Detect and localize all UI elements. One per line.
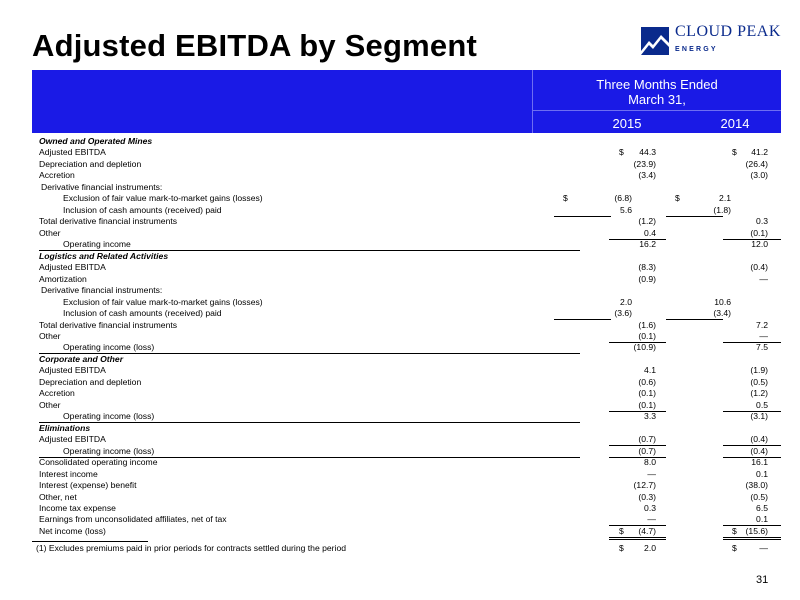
row-label: Amortization	[39, 273, 87, 284]
row-label: Total derivative financial instruments	[39, 319, 178, 330]
footnote-dollar-2014: $	[732, 543, 737, 553]
value-2014: 41.2	[751, 147, 768, 158]
footnote-text: (1) Excludes premiums paid in prior periods for contracts settled during the period	[36, 543, 347, 553]
row-label: Adjusted EBITDA	[39, 434, 106, 445]
row-label: Exclusion of fair value mark-to-market gains (losses)	[63, 296, 263, 307]
period-line-2: March 31,	[628, 92, 686, 107]
row-label: Exclusion of fair value mark-to-market gains (losses)	[63, 193, 263, 204]
row-label: Total derivative financial instruments	[39, 216, 178, 227]
table-row	[32, 480, 781, 491]
table-header	[32, 70, 781, 133]
table-row	[32, 331, 781, 342]
sub-value-2014: 2.1	[719, 193, 731, 204]
sub-value-2015: (6.8)	[614, 193, 632, 204]
value-2015: (0.1)	[638, 330, 656, 341]
value-2014: 0.1	[756, 468, 768, 479]
row-label: Depreciation and depletion	[39, 158, 142, 169]
logo-subname: ENERGY	[675, 46, 718, 53]
value-2015: (4.7)	[638, 525, 656, 536]
total-underline	[723, 537, 781, 538]
value-2015: (10.9)	[633, 342, 656, 353]
row-label: Accretion	[39, 170, 75, 181]
table-row	[32, 205, 781, 216]
value-2015: (0.1)	[638, 399, 656, 410]
value-2014: (0.4)	[750, 262, 768, 273]
value-2014: (0.5)	[750, 376, 768, 387]
section-heading: Eliminations	[39, 422, 91, 433]
dollar-sign-2014: $	[732, 525, 737, 536]
table-row	[32, 457, 781, 468]
table-row	[32, 170, 781, 181]
sub-value-2014: (3.4)	[713, 308, 731, 319]
value-2015: 4.1	[644, 365, 656, 376]
table-row	[32, 308, 781, 319]
table-row	[32, 159, 781, 170]
row-label: Interest income	[39, 468, 98, 479]
value-2015: (8.3)	[638, 262, 656, 273]
row-label: Interest (expense) benefit	[39, 480, 137, 491]
table-row	[32, 377, 781, 388]
value-2015: 3.3	[644, 411, 656, 422]
row-label: Operating income (loss)	[63, 342, 155, 353]
sub-value-2015: 5.6	[620, 204, 632, 215]
dollar-sign-2015: $	[619, 525, 624, 536]
table-row	[32, 297, 781, 308]
value-2014: (3.0)	[750, 170, 768, 181]
logo-name: CLOUD PEAK	[675, 23, 781, 40]
value-2015: (0.9)	[638, 273, 656, 284]
table-row	[32, 274, 781, 285]
footnote-value-2015: 2.0	[644, 543, 656, 553]
table-row	[32, 136, 781, 147]
table-row	[32, 147, 781, 158]
row-label: Other	[39, 330, 61, 341]
value-2015: (0.1)	[638, 388, 656, 399]
value-2015: —	[647, 468, 656, 479]
row-label: Adjusted EBITDA	[39, 147, 106, 158]
value-2015: —	[647, 514, 656, 525]
row-label: Operating income (loss)	[63, 445, 155, 456]
value-2014: —	[759, 330, 768, 341]
row-label: Inclusion of cash amounts (received) paid	[63, 204, 222, 215]
row-label: Inclusion of cash amounts (received) paid	[63, 308, 222, 319]
value-2014: —	[759, 273, 768, 284]
value-2015: (12.7)	[633, 480, 656, 491]
sub-value-2014: 10.6	[714, 296, 731, 307]
value-2014: (26.4)	[745, 158, 768, 169]
value-2014: 12.0	[751, 239, 768, 250]
table-row	[32, 228, 781, 239]
dollar-sign-sub-2014: $	[675, 193, 680, 204]
table-row	[32, 354, 781, 365]
table-row	[32, 262, 781, 273]
double-underline	[723, 539, 781, 540]
section-heading: Logistics and Related Activities	[39, 250, 169, 261]
footnote-divider	[32, 541, 148, 542]
section-heading: Owned and Operated Mines	[39, 136, 153, 146]
row-label: Consolidated operating income	[39, 457, 158, 468]
value-2015: (3.4)	[638, 170, 656, 181]
table-row	[32, 400, 781, 411]
value-2014: (1.9)	[750, 365, 768, 376]
table-row	[32, 423, 781, 434]
row-label: Earnings from unconsolidated affiliates, net of tax	[39, 514, 227, 525]
row-label: Accretion	[39, 388, 75, 399]
table-row	[32, 434, 781, 445]
table-row	[32, 182, 781, 193]
table-row	[32, 492, 781, 503]
value-2015: (1.2)	[638, 216, 656, 227]
ebitda-table	[32, 136, 781, 537]
value-2015: (0.7)	[638, 445, 656, 456]
row-label: Operating income (loss)	[63, 411, 155, 422]
company-logo	[641, 23, 781, 61]
mountain-logo-icon	[641, 27, 669, 55]
table-row	[32, 251, 781, 262]
value-2014: (0.4)	[750, 434, 768, 445]
page-number: 31	[756, 574, 769, 586]
row-label: Derivative financial instruments:	[41, 285, 163, 296]
period-heading	[533, 77, 781, 107]
value-2014: 7.5	[756, 342, 768, 353]
row-label: Other	[39, 227, 61, 238]
sub-value-2014: (1.8)	[713, 204, 731, 215]
footnote-dollar-2015: $	[619, 543, 624, 553]
table-row	[32, 342, 781, 353]
table-row	[32, 239, 781, 250]
row-label: Other	[39, 399, 61, 410]
value-2015: (0.7)	[638, 434, 656, 445]
period-line-1: Three Months Ended	[596, 77, 718, 92]
sub-value-2015: (3.6)	[614, 308, 632, 319]
value-2014: (15.6)	[745, 525, 768, 536]
dollar-sign-2015: $	[619, 147, 624, 158]
row-label: Income tax expense	[39, 503, 116, 513]
value-2015: (23.9)	[633, 158, 656, 169]
value-2014: 16.1	[751, 457, 768, 468]
table-row	[32, 503, 781, 514]
row-label: Other, net	[39, 491, 77, 502]
table-row	[32, 365, 781, 376]
table-row	[32, 216, 781, 227]
dollar-sign-2014: $	[732, 147, 737, 158]
value-2014: (38.0)	[745, 480, 768, 491]
table-row	[32, 411, 781, 422]
value-2014: 7.2	[756, 319, 768, 330]
sub-value-2015: 2.0	[620, 296, 632, 307]
value-2014: 0.5	[756, 399, 768, 410]
value-2015: (1.6)	[638, 319, 656, 330]
value-2015: 0.3	[644, 503, 656, 513]
row-label: Operating income	[63, 239, 131, 250]
value-2015: 0.4	[644, 227, 656, 238]
value-2015: 8.0	[644, 457, 656, 468]
value-2015: (0.3)	[638, 491, 656, 502]
header-divider	[532, 110, 781, 111]
value-2014: (3.1)	[750, 411, 768, 422]
table-row	[32, 446, 781, 457]
section-heading: Corporate and Other	[39, 353, 124, 364]
page-title: Adjusted EBITDA by Segment	[32, 28, 477, 63]
table-row	[32, 193, 781, 204]
row-label: Adjusted EBITDA	[39, 262, 106, 273]
double-underline	[609, 539, 666, 540]
table-row	[32, 526, 781, 537]
row-label: Net income (loss)	[39, 525, 106, 536]
value-2014: (0.4)	[750, 445, 768, 456]
row-label: Depreciation and depletion	[39, 376, 142, 387]
total-underline	[609, 537, 666, 538]
value-2014: (1.2)	[750, 388, 768, 399]
value-2015: 44.3	[639, 147, 656, 158]
value-2014: (0.5)	[750, 491, 768, 502]
table-row	[32, 320, 781, 331]
row-label: Derivative financial instruments:	[41, 181, 163, 192]
value-2015: 16.2	[639, 239, 656, 250]
table-row	[32, 469, 781, 480]
year-2014-heading: 2014	[720, 116, 750, 131]
footnote-value-2014: —	[759, 543, 768, 553]
value-2014: 6.5	[756, 503, 768, 513]
dollar-sign-sub-2015: $	[563, 193, 568, 204]
year-2015-heading: 2015	[612, 116, 642, 131]
value-2014: (0.1)	[750, 227, 768, 238]
table-row	[32, 285, 781, 296]
value-2015: (0.6)	[638, 376, 656, 387]
row-label: Adjusted EBITDA	[39, 365, 106, 376]
value-2014: 0.1	[756, 514, 768, 525]
value-2014: 0.3	[756, 216, 768, 227]
table-row	[32, 514, 781, 525]
table-row	[32, 388, 781, 399]
